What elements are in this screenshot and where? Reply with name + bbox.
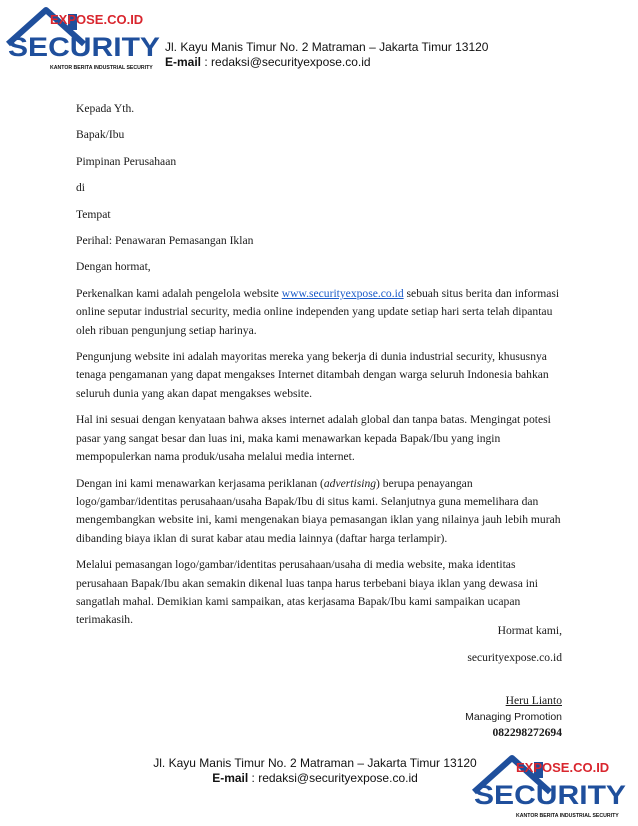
signer-phone: 082298272694	[492, 726, 562, 739]
salutation-line: Pimpinan Perusahaan	[76, 154, 177, 168]
brand-logo-top	[6, 4, 166, 74]
security-expose-logo	[472, 752, 632, 822]
brand-top-text: EXPOSE.CO.ID	[516, 760, 610, 775]
salutation-line: Kepada Yth.	[76, 102, 135, 115]
paragraph-visitors: Pengunjung website ini adalah mayoritas mereka yang bekerja di dunia industrial security, khususnya tenaga pengamanan yang dapat mengakses Internet ditambah dengan warga seluruh Indonesia bahkan seluruh dunia yang akan dapat mengakses website.	[76, 350, 549, 400]
header-address-block	[165, 40, 488, 70]
sender-organization: securityexpose.co.id	[467, 651, 562, 664]
brand-main-text: SECURITY	[8, 32, 161, 62]
brand-main-text: SECURITY	[474, 780, 626, 810]
subject-line: Perihal: Penawaran Pemasangan Iklan	[76, 234, 254, 248]
paragraph-closing: Melalui pemasangan logo/gambar/identitas perusahaan/usaha di media website, maka identitas perusahaan Bapak/Ibu akan semakin dikenal luas tanpa harus terbebani biaya iklan yang dewasa ini sangatlah mahal. Demikian kami sampaikan, atas kerjasama Bapak/Ibu kami sampaikan ucapan terimakasih.	[76, 558, 538, 627]
closing-salutation: Hormat kami,	[497, 624, 562, 637]
brand-top-text: EXPOSE.CO.ID	[50, 12, 144, 27]
header-address: Jl. Kayu Manis Timur No. 2 Matraman – Jakarta Timur 13120	[165, 40, 489, 54]
paragraph-offer-text-cont: ) berupa penayangan logo/gambar/identitas perusahaan/usaha Bapak/Ibu di situs kami. Selanjutnya guna memelihara dan mengembangkan website ini, kami mengenakan biaya pemasangan iklan yang nilainya jauh lebih murah dibanding biaya iklan di surat kabar atau media lainnya (daftar harga terlampir).	[76, 476, 561, 545]
paragraph-offer	[76, 475, 562, 549]
brand-tagline: KANTOR BERITA INDUSTRIAL SECURITY	[50, 65, 153, 71]
website-link[interactable]: www.securityexpose.co.id	[281, 286, 404, 300]
footer-address-block	[147, 756, 483, 786]
footer-address: Jl. Kayu Manis Timur No. 2 Matraman – Jakarta Timur 13120	[153, 756, 477, 770]
footer-email-value: : redaksi@securityexpose.co.id	[248, 771, 418, 785]
footer-email-label: E-mail	[212, 771, 249, 785]
salutation-line: Bapak/Ibu	[76, 128, 125, 142]
brand-tagline: KANTOR BERITA INDUSTRIAL SECURITY	[516, 813, 619, 819]
security-expose-logo	[6, 4, 166, 74]
signer-role: Managing Promotion	[465, 711, 562, 723]
advertising-term: advertising	[323, 476, 377, 490]
salutation-line: Tempat	[76, 207, 111, 221]
paragraph-intro	[76, 285, 562, 340]
signer-name: Heru Lianto	[505, 694, 562, 707]
salutation-line: di	[76, 181, 86, 195]
paragraph-intro-text: Perkenalkan kami adalah pengelola website	[76, 286, 282, 300]
brand-logo-bottom	[472, 752, 632, 822]
header-email-label: E-mail	[165, 55, 202, 69]
paragraph-intro-text-cont: sebuah situs berita dan informasi online seputar industrial security, media online independen yang update setiap hari serta telah dipantau oleh ribuan pengunjung setiap harinya.	[76, 286, 560, 337]
paragraph-market: Hal ini sesuai dengan kenyataan bahwa akses internet adalah global dan tanpa batas. Mengingat potesi pasar yang sangat besar dan luas ini, maka kami menawarkan kepada Bapak/Ibu yang ingin mempopulerkan nama produk/usaha melalui media internet.	[76, 413, 551, 464]
greeting: Dengan hormat,	[76, 260, 151, 274]
header-email-value: : redaksi@securityexpose.co.id	[201, 55, 371, 69]
paragraph-offer-text: Dengan ini kami menawarkan kerjasama periklanan (	[76, 476, 324, 490]
letter-body	[76, 100, 562, 630]
